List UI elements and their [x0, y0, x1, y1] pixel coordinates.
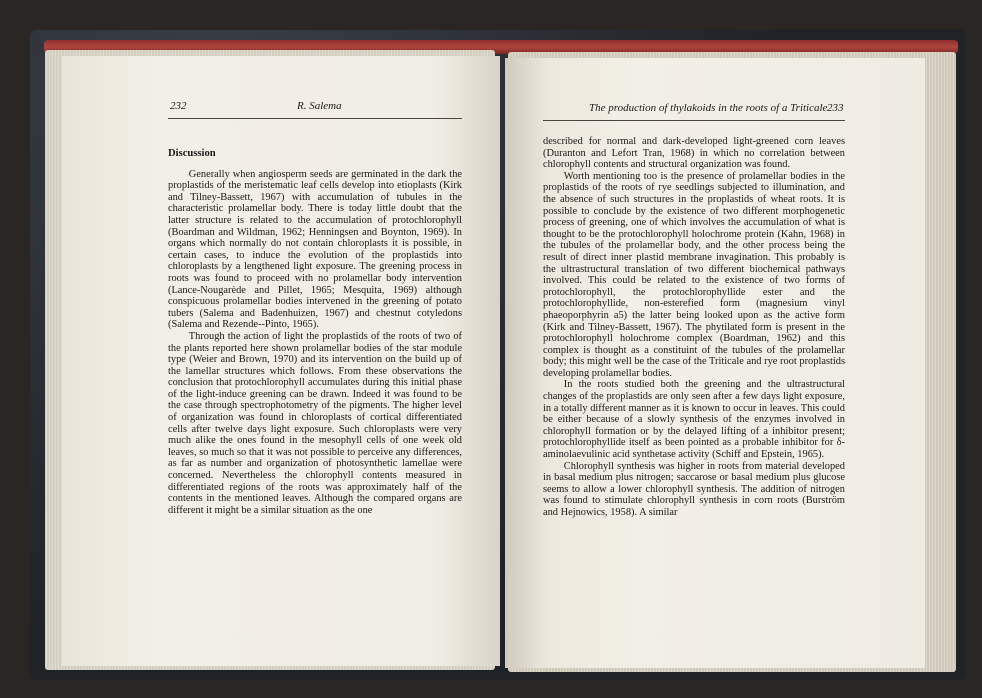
left-body	[168, 148, 462, 516]
left-paragraph: Generally when angiosperm seeds are germinated in the dark the proplastids of the meristematic leaf cells develop into etioplasts (Kirk and Tilney-Bassett, 1967) with accumulation of tubules in the characteristic prolamellar body. There is today little doubt that the latter structure is related to the accumulation of protochlorophyll (Boardman and Wildman, 1962; Henningsen and Boynton, 1969). In organs which normally do not contain chloroplasts it is possible, in certain cases, to induce the evolution of the proplastids into chloroplasts by a lengthened light exposure. The greening process in roots was found to proceed with no prolamellar body intervention (Lance-Nougarède and Pillet, 1965; Mesquita, 1969) although conspicuous prolamellar bodies intervened in the greening of potato tubers (Salema and Badenhuizen, 1967) and chestnut cotyledons (Salema and Rezende--Pinto, 1965).	[168, 168, 462, 331]
left-running-head: R. Salema	[297, 100, 342, 112]
right-header-rule	[543, 120, 845, 121]
right-running-head: The production of thylakoids in the roots of a Triticale	[589, 102, 828, 114]
left-page-number: 232	[170, 100, 187, 112]
left-header-rule	[168, 118, 462, 119]
right-body	[543, 136, 845, 519]
right-page-number: 233	[827, 102, 844, 114]
left-paragraph: Through the action of light the proplastids of the roots of two of the plants reported here shown prolamellar bodies of the star module type (Weier and Brown, 1970) and its intervention on the build up of the lamellar structures which follows. From these observations the conclusion that protochlorophyll accumulates during this initial phase of the light-induce greening can be drawn. Indeed it was found to be the case through spectrophotometry of the pigments. The higher level of organization was found in chloroplasts of cortical differentiated cells after twelve days light exposure. Such chloroplasts were very much alike the ones found in the mesophyll cells of one week old leaves, so much so that it was not possible to perceive any differences, as far as number and organization of photosynthetic lamellae were concerned. Nevertheless the chlorophyll contents measured in differentiated regions of the roots was approximately half of the contents in the mentioned leaves. Although the compared organs are different it might be a similar situation as the one	[168, 330, 462, 516]
right-page	[505, 58, 925, 668]
right-paragraph: Chlorophyll synthesis was higher in roots from material developed in basal medium plus nitrogen; saccarose or basal medium plus glucose seems to allow a lower chlorophyll synthesis. The addition of nitrogen was found to stimulate chlorophyll synthesis in corn roots (Burström and Hejnowics, 1958). A similar	[543, 460, 845, 518]
right-paragraph: Worth mentioning too is the presence of prolamellar bodies in the proplastids of the roots of rye seedlings subjected to illumination, and the absence of such structures in the proplastids of wheat roots. It is possible to conclude by the existence of two different morphogenetic process of greening, one of which involves the accumulation of what is thought to be the protochlorophyll holochrome protein (Kahn, 1968) in the tubules of the prolamellar body, and the other process being the result of direct inner plastid membrane invagination. This probably is the ultrastructural translation of two different biochemical pathways involved. This could be related to the existence of two forms of protochlorophyll, the protochlorophyllide ester and the protochlorophyllide, non-esterefied form (magnesium vinyl phaeoporphyrin a5) the latter being looked upon as the active form (Kirk and Tilney-Bassett, 1967). The phytilated form is present in the protochlorophyll holochrome complex (Boardman, 1962) and this complex is thought as a constituint of the tubules of the prolamellar body; this might well be the case of the Triticale and rye root proplastids developing prolamellar bodies.	[543, 170, 845, 379]
left-page	[62, 56, 500, 666]
right-paragraph: In the roots studied both the greening and the ultrastructural changes of the proplastids are only seen after a few days light exposure, in a totally different manner as it is known to occur in leaves. This could be either because of a slowly synthesis of the enzymes involved in chlorophyll formation or by the delayed lifting of a inhibitor present; protochlorophyllide itself as been pointed as a probable inhibitor for δ-aminolaevulinic acid synthetase activity (Schiff and Epstein, 1965).	[543, 379, 845, 461]
section-heading: Discussion	[168, 148, 216, 159]
right-paragraph: described for normal and dark-developed light-greened corn leaves (Duranton and Lefort Tran, 1968) in which no correlation between chlorophyll contents and structural organization was found.	[543, 136, 845, 171]
